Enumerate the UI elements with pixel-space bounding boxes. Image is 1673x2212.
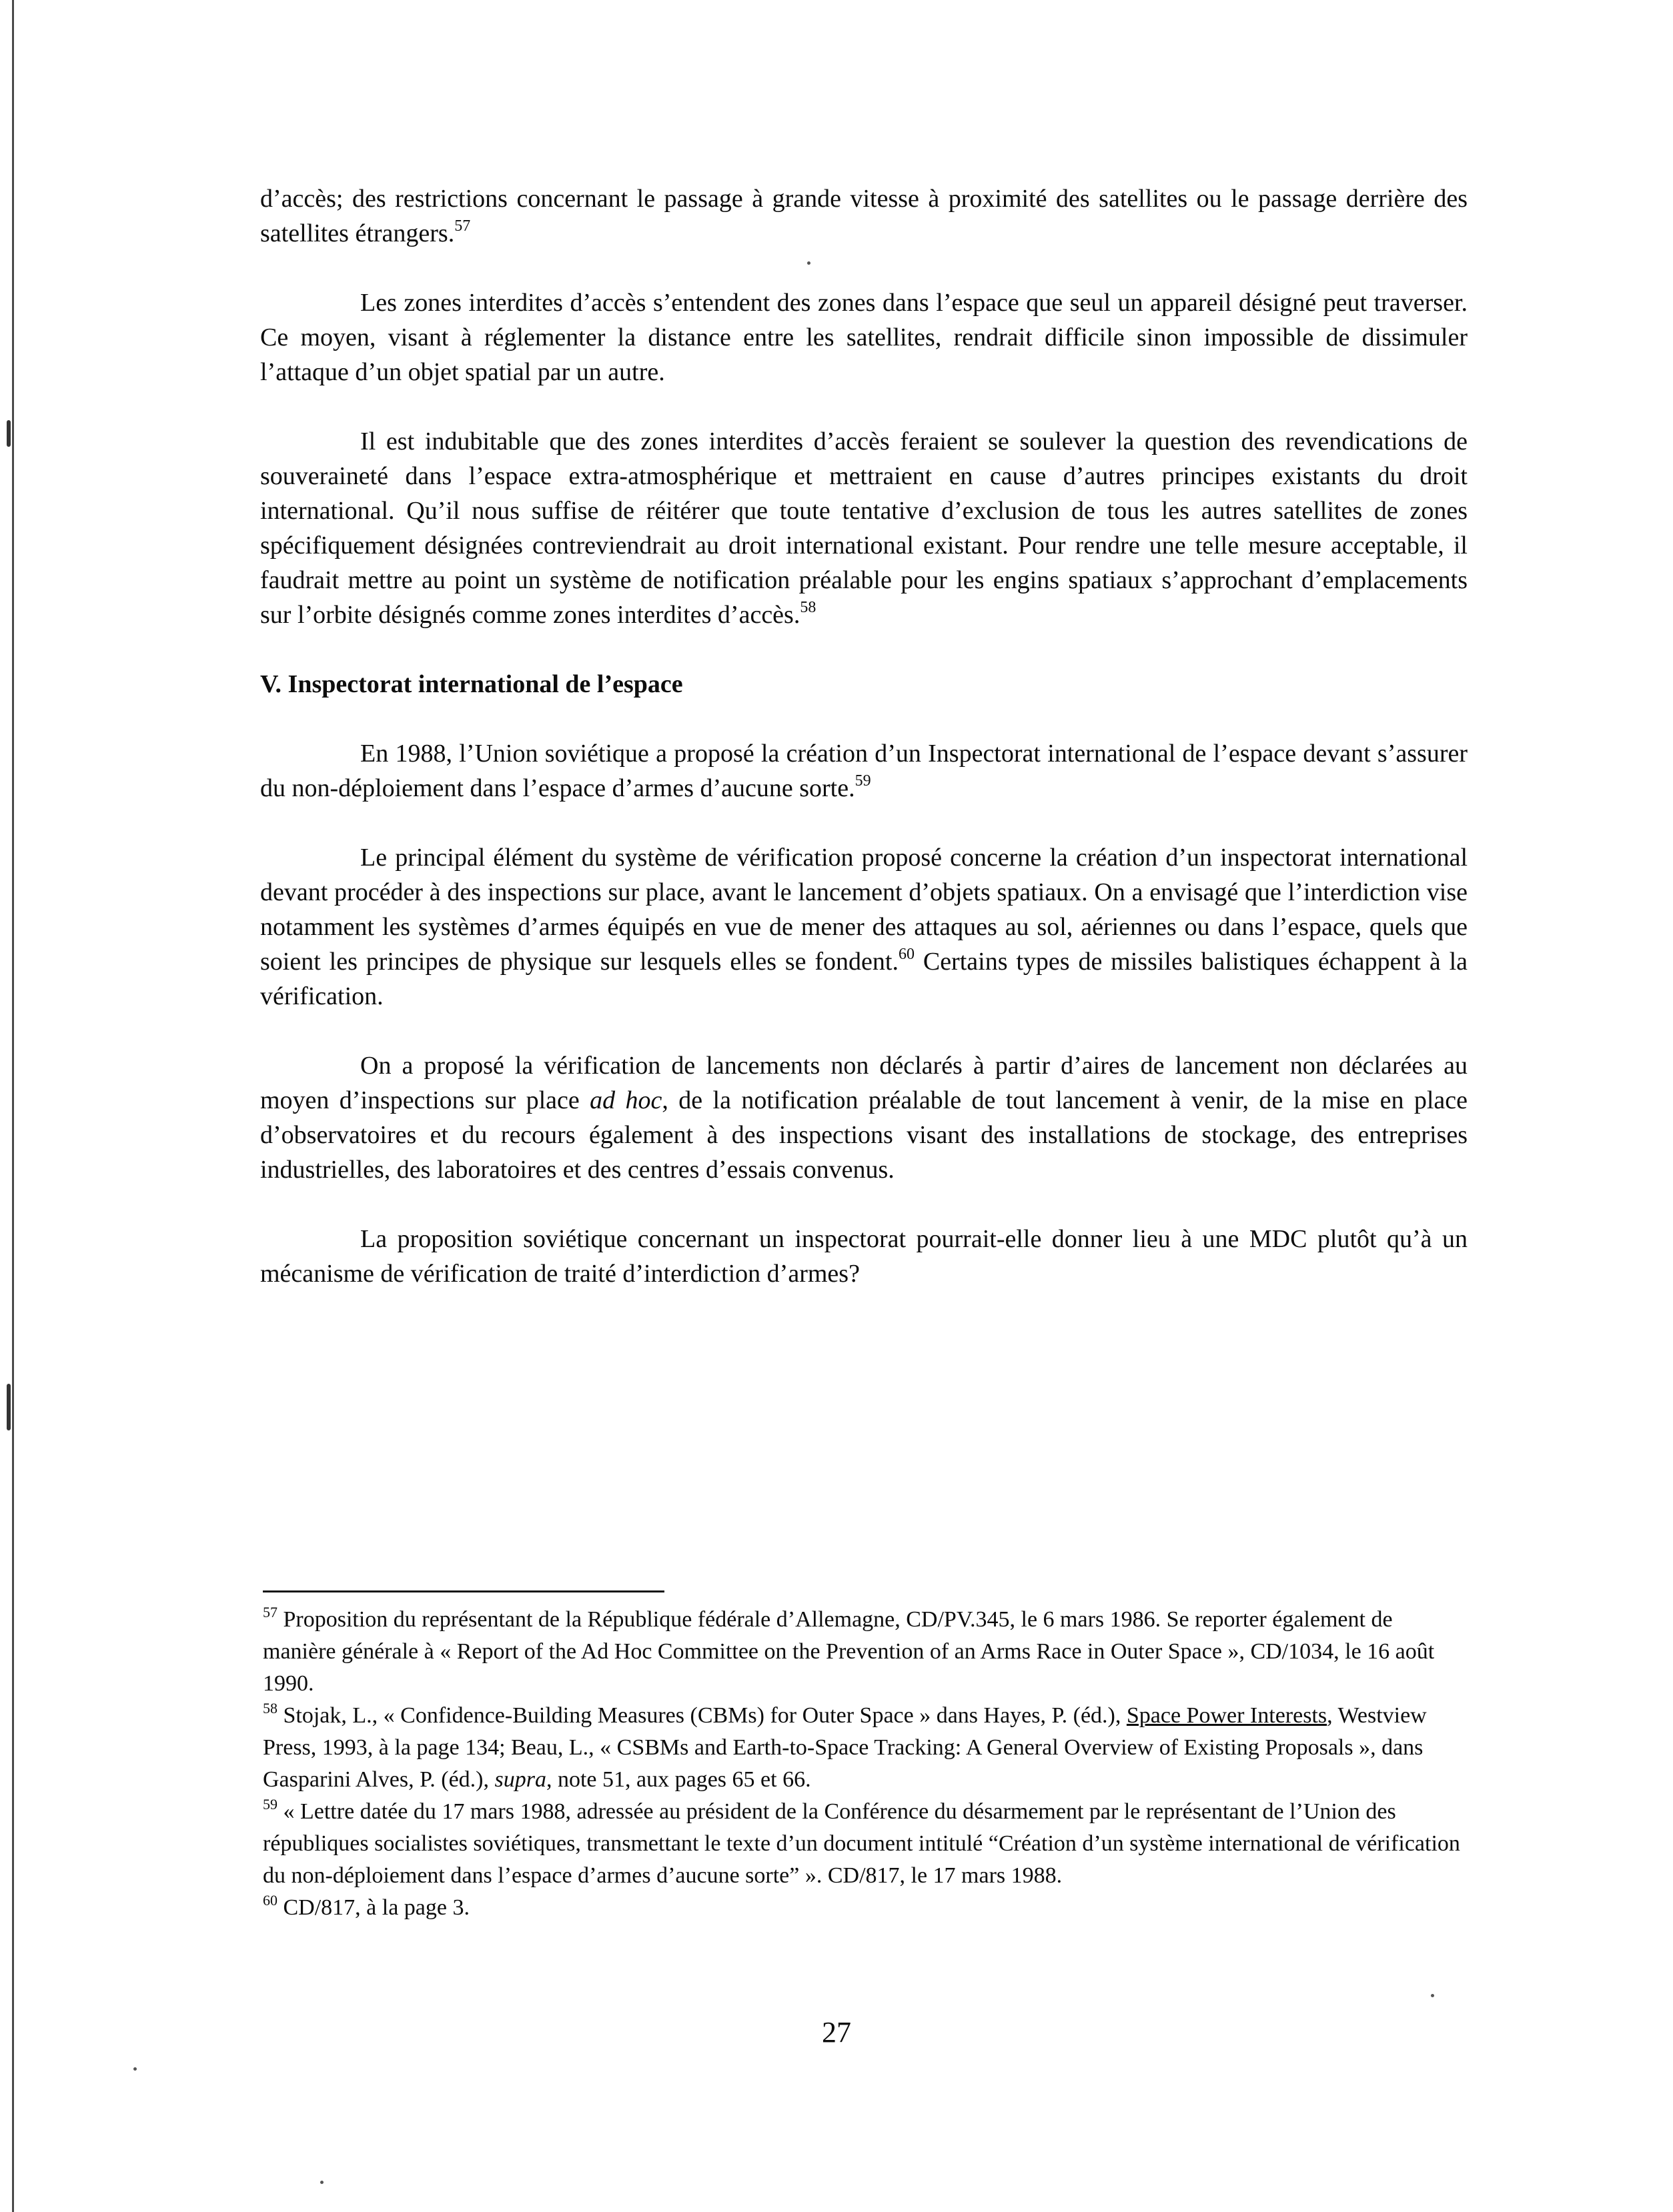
paragraph-text: Les zones interdites d’accès s’entendent des zones dans l’espace que seul un appareil désigné peut traverser. Ce moyen, visant à réglementer la distance entre les satellites, rendrait difficile sinon impossible de dissimuler l’attaque d’un objet spatial par un autre.: [260, 289, 1468, 386]
paragraph-text: Il est indubitable que des zones interdites d’accès feraient se soulever la question des revendications de souveraineté dans l’espace extra-atmosphérique et mettraient en cause d’autres principes existants du droit international. Qu’il nous suffise de réitérer que toute tentative d’exclusion de tous les autres satellites de zones spécifiquement désignées contreviendrait au droit international existant. Pour rendre une telle mesure acceptable, il faudrait mettre au point un système de notification préalable pour les engins spatiaux s’approchant d’emplacements sur l’orbite désignés comme zones interdites d’accès.: [260, 427, 1468, 629]
footnote-text: , Westview Press, 1993, à la page 134; Beau, L., « CSBMs and Earth-to-Space Tracking: A General Overview of Existing Proposals », dans Gasparini Alves, P. (éd.),: [263, 1703, 1427, 1792]
paragraph: [260, 840, 1468, 1014]
footnote-text: , note 51, aux pages 65 et 66.: [546, 1767, 811, 1792]
paragraph-text: d’accès; des restrictions concernant le passage à grande vitesse à proximité des satellites ou le passage derrière des satellites étrangers.: [260, 185, 1468, 247]
scan-edge-line: [12, 0, 14, 2212]
paragraph: [260, 736, 1468, 806]
footnote-number: 57: [263, 1604, 277, 1620]
paragraph-text: On a proposé la vérification de lancements non déclarés à partir d’aires de lancement non déclarées au moyen d’inspections sur place: [260, 1052, 1468, 1114]
paragraph: [260, 285, 1468, 389]
paragraph: [260, 181, 1468, 251]
footnotes: [263, 1604, 1468, 1924]
footnote-text: CD/817, à la page 3.: [283, 1895, 470, 1920]
italic-text: ad hoc: [590, 1086, 662, 1114]
footnote-ref: 59: [855, 772, 871, 790]
footnote: [263, 1796, 1468, 1892]
footnote-ref: 58: [800, 599, 816, 616]
scan-speck: [133, 2067, 137, 2071]
page-number: 27: [822, 2016, 851, 2049]
paragraph-text: Le principal élément du système de vérification proposé concerne la création d’un inspectorat international devant procéder à des inspections sur place, avant le lancement d’objets spatiaux. On a envisagé que l’interdiction vise notamment les systèmes d’armes équipés en vue de mener des attaques au sol, aériennes ou dans l’espace, quels que soient les principes de physique sur lesquels elles se fondent.: [260, 844, 1468, 976]
footnote: [263, 1892, 1468, 1924]
footnote-text: « Lettre datée du 17 mars 1988, adressée au président de la Conférence du désarmement par le représentant de l’Union des républiques socialistes soviétiques, transmettant le texte d’un document intitulé “Création d’un système international de vérification du non-déploiement dans l’espace d’armes d’aucune sorte” ». CD/817, le 17 mars 1988.: [263, 1799, 1460, 1888]
body-text: [260, 181, 1468, 1291]
scan-speck: [320, 2181, 324, 2184]
scan-edge-mark: [7, 1384, 11, 1430]
footnote: [263, 1700, 1468, 1796]
footnote-number: 58: [263, 1700, 277, 1717]
paragraph: [260, 1048, 1468, 1187]
paragraph-text: La proposition soviétique concernant un inspectorat pourrait-elle donner lieu à une MDC plutôt qu’à un mécanisme de vérification de traité d’interdiction d’armes?: [260, 1225, 1468, 1288]
underlined-title: Space Power Interests: [1126, 1703, 1327, 1728]
footnote: [263, 1604, 1468, 1700]
footnote-ref: 57: [454, 217, 471, 235]
scan-speck: [807, 261, 810, 265]
footnote-text: Stojak, L., « Confidence-Building Measures (CBMs) for Outer Space » dans Hayes, P. (éd.),: [283, 1703, 1127, 1728]
paragraph-text: En 1988, l’Union soviétique a proposé la création d’un Inspectorat international de l’espace devant s’assurer du non-déploiement dans l’espace d’armes d’aucune sorte.: [260, 740, 1468, 802]
footnote-number: 59: [263, 1796, 277, 1813]
scan-edge-mark: [7, 420, 11, 447]
italic-text: supra: [494, 1767, 546, 1792]
paragraph-text: Certains types de missiles balistiques échappent à la vérification.: [260, 948, 1468, 1010]
scan-speck: [1431, 1994, 1434, 1997]
footnote-number: 60: [263, 1892, 277, 1909]
paragraph: [260, 1222, 1468, 1291]
footnote-text: Proposition du représentant de la République fédérale d’Allemagne, CD/PV.345, le 6 mars 1986. Se reporter également de manière générale à « Report of the Ad Hoc Committee on the Prevention of an Arms Race in Outer Space », CD/1034, le 16 août 1990.: [263, 1607, 1435, 1696]
paragraph-text: , de la notification préalable de tout lancement à venir, de la mise en place d’observatoires et du recours également à des inspections visant des installations de stockage, des entreprises industrielles, des laboratoires et des centres d’essais convenus.: [260, 1086, 1468, 1184]
footnote-separator: [263, 1590, 664, 1592]
section-heading: V. Inspectorat international de l’espace: [260, 670, 683, 698]
footnote-ref: 60: [898, 946, 915, 963]
paragraph: [260, 424, 1468, 632]
